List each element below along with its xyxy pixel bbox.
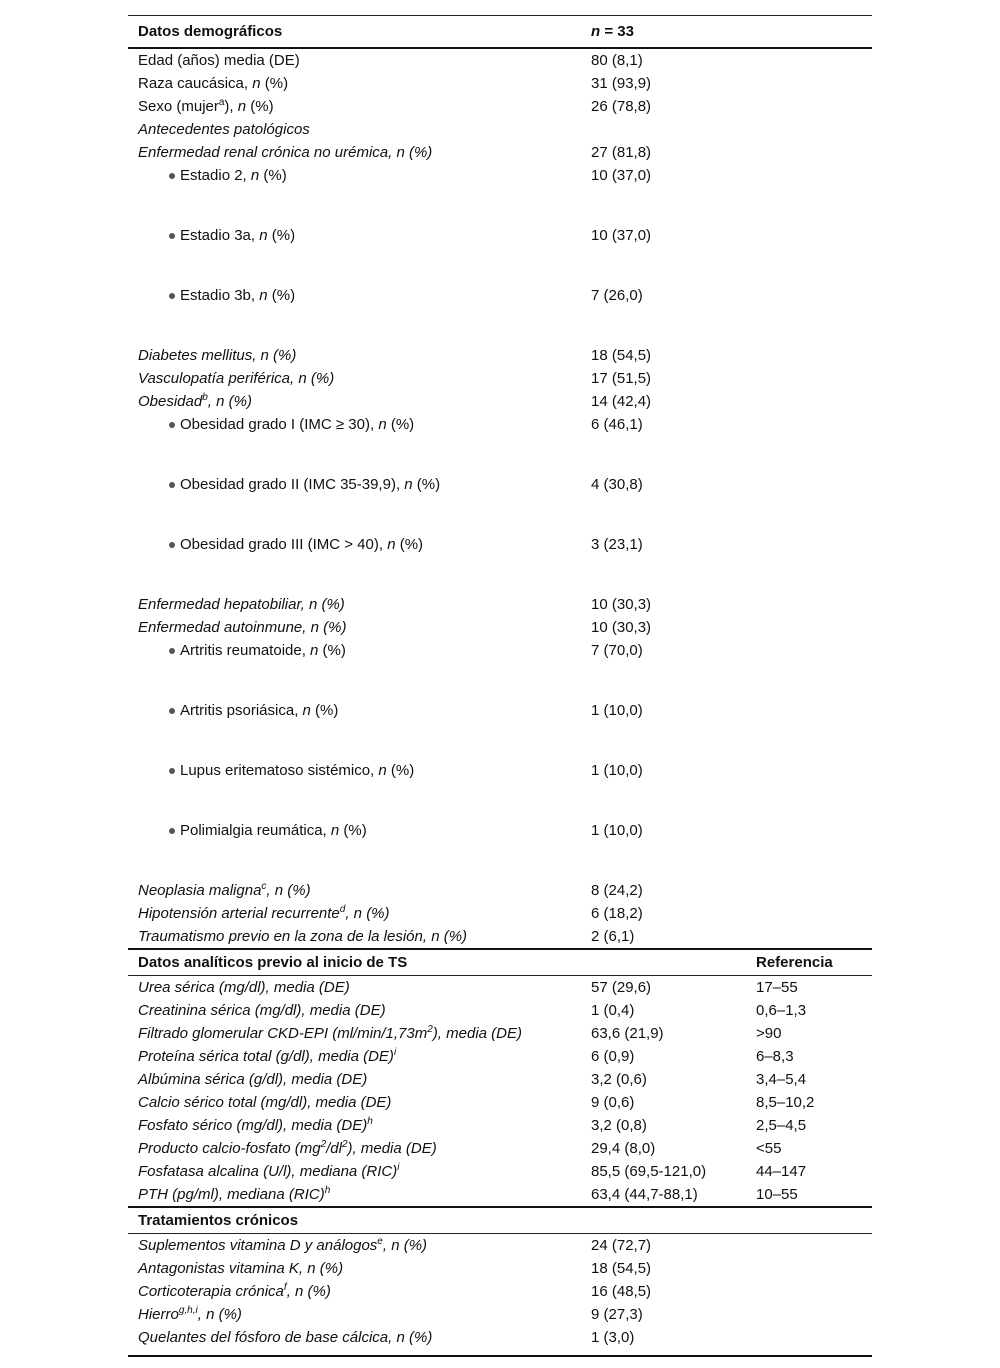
row-label: Polimialgia reumática, n (%) xyxy=(128,819,591,842)
table-row xyxy=(128,879,872,902)
row-value: 10 (37,0) xyxy=(591,167,652,184)
row-value: 6 (46,1) xyxy=(591,416,643,433)
analytics-header-label: Datos analíticos previo al inicio de TS xyxy=(138,954,408,971)
row-label: Hipotensión arterial recurrente$^d$, n (%) xyxy=(138,904,390,922)
reference-header: Referencia xyxy=(756,954,833,971)
row-reference: 6–8,3 xyxy=(756,1048,794,1065)
row-label: Obesidad grado I (IMC ≥ 30), n (%) xyxy=(128,413,591,436)
row-value: 10 (37,0) xyxy=(591,227,652,244)
row-label: Artritis psoriásica, n (%) xyxy=(128,699,591,722)
row-value: 57 (29,6) xyxy=(591,979,652,996)
table-row xyxy=(128,999,872,1022)
list-item xyxy=(128,473,872,533)
row-reference: 44–147 xyxy=(756,1163,807,1180)
list-item xyxy=(128,284,872,344)
table-row xyxy=(128,1257,872,1280)
table-row xyxy=(128,390,872,413)
row-label: Estadio 3b, n (%) xyxy=(128,284,591,307)
row-value: 18 (54,5) xyxy=(591,347,652,364)
row-reference: >90 xyxy=(756,1025,782,1042)
row-value: 3 (23,1) xyxy=(591,536,643,553)
row-label: PTH (pg/ml), mediana (RIC)$^h$ xyxy=(138,1185,331,1203)
row-value: 9 (0,6) xyxy=(591,1094,635,1111)
row-value: 4 (30,8) xyxy=(591,476,643,493)
row-reference: 8,5–10,2 xyxy=(756,1094,815,1111)
row-reference: 17–55 xyxy=(756,979,798,996)
row-value: 1 (10,0) xyxy=(591,822,643,839)
treatments-header-label: Tratamientos crónicos xyxy=(138,1212,299,1229)
table-bottom-rule xyxy=(128,1355,872,1357)
row-value: 1 (0,4) xyxy=(591,1002,635,1019)
row-value: 63,4 (44,7-88,1) xyxy=(591,1186,698,1203)
row-label: Calcio sérico total (mg/dl), media (DE) xyxy=(138,1094,392,1111)
row-value: 29,4 (8,0) xyxy=(591,1140,656,1157)
row-label: Enfermedad autoinmune, n (%) xyxy=(138,619,347,636)
table-row xyxy=(128,95,872,118)
row-value: 3,2 (0,8) xyxy=(591,1117,647,1134)
row-label: Traumatismo previo en la zona de la lesión, n (%) xyxy=(138,928,468,945)
table-row xyxy=(128,1234,872,1257)
demographics-header-label: Datos demográficos xyxy=(138,23,283,40)
table-row xyxy=(128,1091,872,1114)
list-item xyxy=(128,639,872,699)
analytics-header xyxy=(128,950,872,975)
row-label: Estadio 2, n (%) xyxy=(128,164,591,187)
row-label: Obesidad grado III (IMC > 40), n (%) xyxy=(128,533,591,556)
clinical-data-table xyxy=(128,15,872,1357)
table-row xyxy=(128,1280,872,1303)
row-label: Albúmina sérica (g/dl), media (DE) xyxy=(138,1071,368,1088)
list-item xyxy=(128,224,872,284)
row-label: Proteína sérica total (g/dl), media (DE)$^i$ xyxy=(138,1047,397,1065)
row-label: Hierro$^{g,h,i}$, n (%) xyxy=(138,1305,242,1323)
table-row xyxy=(128,616,872,639)
row-label: Urea sérica (mg/dl), media (DE) xyxy=(138,979,350,996)
row-value: 18 (54,5) xyxy=(591,1260,652,1277)
table-row xyxy=(128,1183,872,1206)
sample-size: n = 33 xyxy=(591,23,634,40)
row-reference: 0,6–1,3 xyxy=(756,1002,807,1019)
row-value: 10 (30,3) xyxy=(591,596,652,613)
table-row xyxy=(128,902,872,925)
table-row xyxy=(128,72,872,95)
list-item xyxy=(128,164,872,224)
table-row xyxy=(128,1022,872,1045)
row-label: Edad (años) media (DE) xyxy=(138,52,300,69)
row-label: Creatinina sérica (mg/dl), media (DE) xyxy=(138,1002,386,1019)
row-value: 6 (18,2) xyxy=(591,905,643,922)
row-label: Quelantes del fósforo de base cálcica, n (%) xyxy=(138,1329,433,1346)
table-row xyxy=(128,344,872,367)
row-label: Producto calcio-fosfato $(mg^2/dl^2)$, media (DE) xyxy=(138,1139,437,1157)
row-reference: 2,5–4,5 xyxy=(756,1117,807,1134)
row-value: 10 (30,3) xyxy=(591,619,652,636)
table-row xyxy=(128,1045,872,1068)
row-value: 63,6 (21,9) xyxy=(591,1025,664,1042)
row-label: Diabetes mellitus, n (%) xyxy=(138,347,297,364)
row-value: 17 (51,5) xyxy=(591,370,652,387)
row-value: 14 (42,4) xyxy=(591,393,652,410)
row-label: Estadio 3a, n (%) xyxy=(128,224,591,247)
row-value: 8 (24,2) xyxy=(591,882,643,899)
table-row xyxy=(128,976,872,999)
row-value: 2 (6,1) xyxy=(591,928,635,945)
row-label: Enfermedad renal crónica no urémica, n (%) xyxy=(138,144,433,161)
table-row xyxy=(128,1114,872,1137)
row-value: 80 (8,1) xyxy=(591,52,643,69)
row-label: Corticoterapia crónica$^f$, n (%) xyxy=(138,1282,331,1300)
row-value: 3,2 (0,6) xyxy=(591,1071,647,1088)
table-row xyxy=(128,1137,872,1160)
row-value: 85,5 (69,5-121,0) xyxy=(591,1163,707,1180)
history-heading xyxy=(128,118,872,141)
row-value: 1 (10,0) xyxy=(591,762,643,779)
row-reference: 10–55 xyxy=(756,1186,798,1203)
table-row xyxy=(128,1160,872,1183)
treatments-header xyxy=(128,1208,872,1233)
row-value: 6 (0,9) xyxy=(591,1048,635,1065)
history-heading-label: Antecedentes patológicos xyxy=(138,121,310,138)
row-label: Fosfatasa alcalina (U/l), mediana (RIC)$^i$ xyxy=(138,1162,400,1180)
row-value: 31 (93,9) xyxy=(591,75,652,92)
row-label: Fosfato sérico (mg/dl), media (DE)$^h$ xyxy=(138,1116,373,1134)
table-row xyxy=(128,367,872,390)
table-row xyxy=(128,925,872,948)
table-row xyxy=(128,1326,872,1349)
row-label: Vasculopatía periférica, n (%) xyxy=(138,370,335,387)
row-value: 27 (81,8) xyxy=(591,144,652,161)
list-item xyxy=(128,413,872,473)
row-label: Filtrado glomerular CKD-EPI $(ml/\min/1,73m^2)$, media (DE) xyxy=(138,1024,522,1042)
row-reference: 3,4–5,4 xyxy=(756,1071,807,1088)
row-value: 7 (70,0) xyxy=(591,642,643,659)
row-label: Obesidad grado II (IMC 35-39,9), n (%) xyxy=(128,473,591,496)
row-value: 16 (48,5) xyxy=(591,1283,652,1300)
row-label: Enfermedad hepatobiliar, n (%) xyxy=(138,596,345,613)
table-row xyxy=(128,1068,872,1091)
table-row xyxy=(128,141,872,164)
row-label: Antagonistas vitamina K, n (%) xyxy=(138,1260,344,1277)
row-value: 1 (10,0) xyxy=(591,702,643,719)
row-label: Artritis reumatoide, n (%) xyxy=(128,639,591,662)
list-item xyxy=(128,759,872,819)
row-value: 1 (3,0) xyxy=(591,1329,635,1346)
row-value: 24 (72,7) xyxy=(591,1237,652,1254)
table-row xyxy=(128,1303,872,1326)
row-value: 7 (26,0) xyxy=(591,287,643,304)
list-item xyxy=(128,699,872,759)
list-item xyxy=(128,819,872,879)
row-label: Lupus eritematoso sistémico, n (%) xyxy=(128,759,591,782)
demographics-header xyxy=(128,16,872,47)
table-row xyxy=(128,49,872,72)
table-row xyxy=(128,593,872,616)
row-label: Raza caucásica, n (%) xyxy=(138,75,289,92)
row-label: Sexo (mujer$^a$), n (%) xyxy=(138,97,274,115)
row-value: 26 (78,8) xyxy=(591,98,652,115)
row-value: 9 (27,3) xyxy=(591,1306,643,1323)
row-label: Suplementos vitamina D y análogos$^e$, n (%) xyxy=(138,1236,428,1254)
row-label: Obesidad$^b$, n (%) xyxy=(138,392,252,410)
row-reference: <55 xyxy=(756,1140,782,1157)
list-item xyxy=(128,533,872,593)
row-label: Neoplasia maligna$^c$, n (%) xyxy=(138,881,311,899)
